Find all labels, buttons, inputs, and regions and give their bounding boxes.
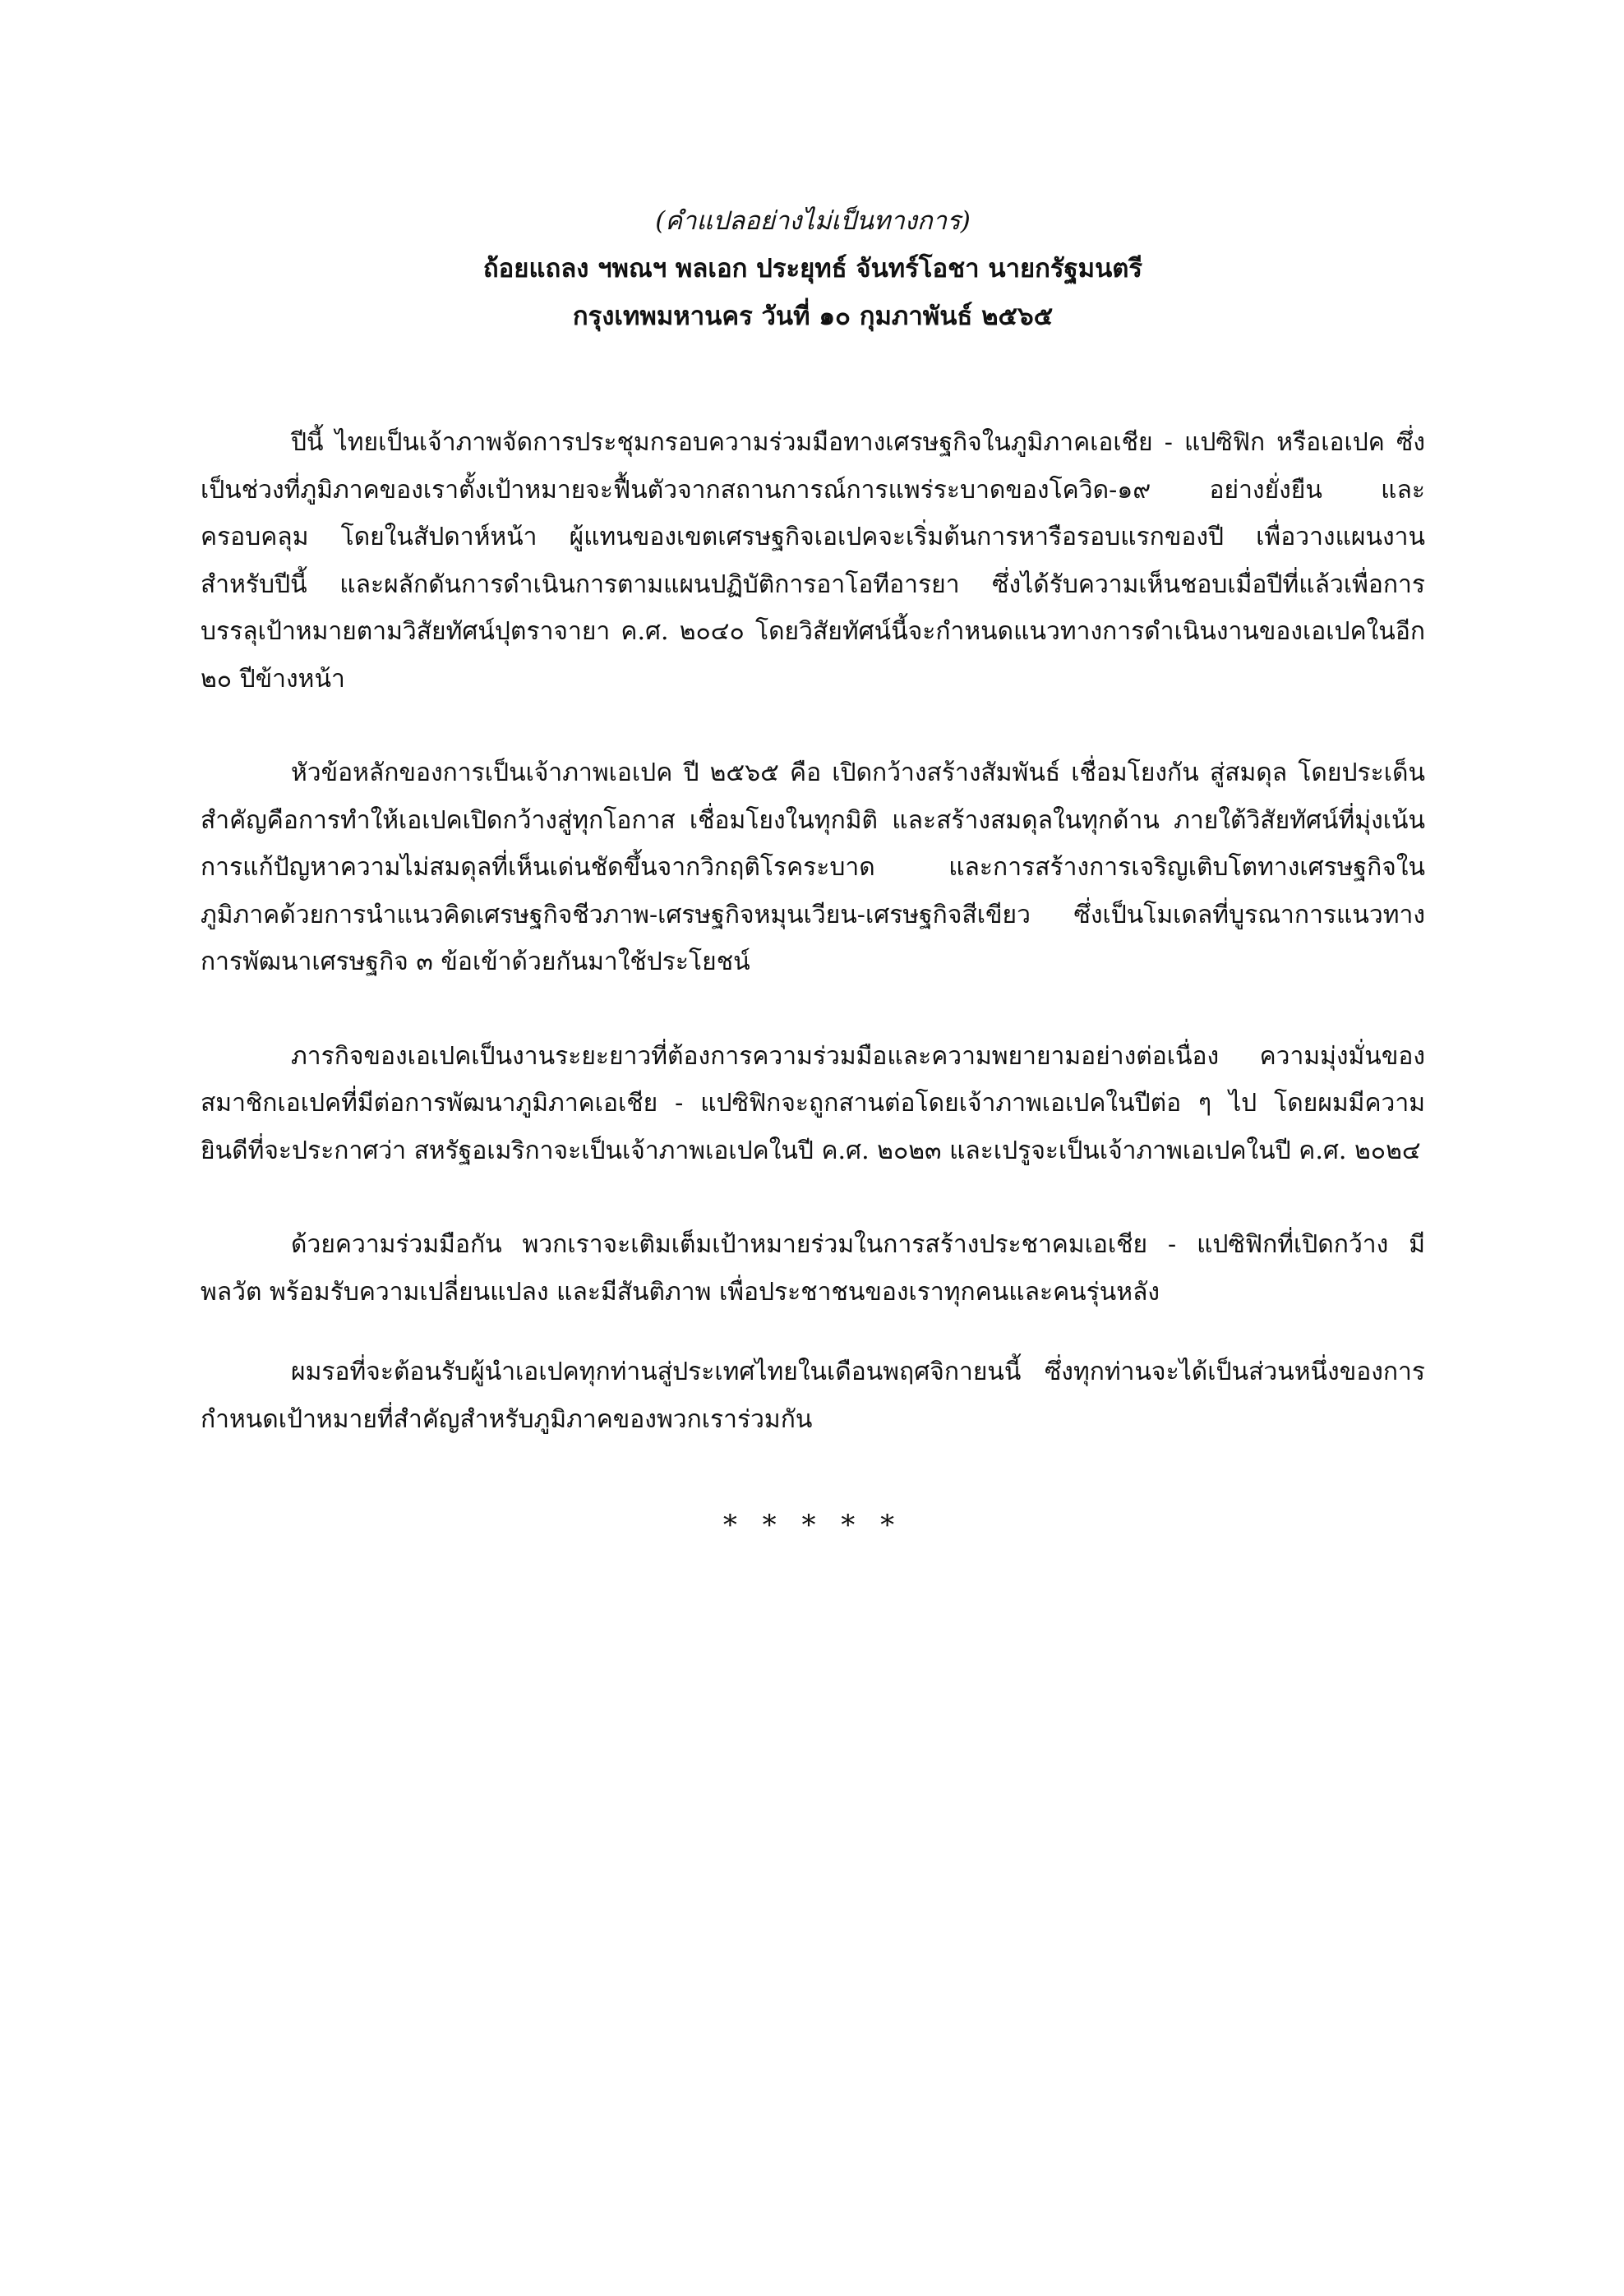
paragraph-2: หัวข้อหลักของการเป็นเจ้าภาพเอเปค ปี ๒๕๖๕ คือ เปิดกว้างสร้างสัมพันธ์ เชื่อมโยงกัน สู่สมดุล โดยประเด็นสำคัญคือการทำให้เอเปคเปิดกว้างสู่ทุกโอกาส เชื่อมโยงในทุกมิติ และสร้างสมดุลในทุกด้าน ภายใต้วิสัยทัศน์ที่มุ่งเน้นการแก้ปัญหาความไม่สมดุลที่เห็นเด่นชัดขึ้นจากวิกฤติโรคระบาด และการสร้างการเจริญเติบโตทางเศรษฐกิจในภูมิภาคด้วยการนำแนวคิดเศรษฐกิจชีวภาพ-เศรษฐกิจหมุนเวียน-เศรษฐกิจสีเขียว ซึ่งเป็นโมเดลที่บูรณาการแนวทางการพัฒนาเศรษฐกิจ ๓ ข้อเข้าด้วยกันมาใช้ประโยชน์	[201, 758, 1425, 976]
statement-body	[201, 419, 1425, 1443]
paragraph-1: ปีนี้ ไทยเป็นเจ้าภาพจัดการประชุมกรอบความร่วมมือทางเศรษฐกิจในภูมิภาคเอเชีย - แปซิฟิก หรือเอเปค ซึ่งเป็นช่วงที่ภูมิภาคของเราตั้งเป้าหมายจะฟื้นตัวจากสถานการณ์การแพร่ระบาดของโควิด-๑๙ อย่างยั่งยืน และครอบคลุม โดยในสัปดาห์หน้า ผู้แทนของเขตเศรษฐกิจเอเปคจะเริ่มต้นการหารือรอบแรกของปี เพื่อวางแผนงานสำหรับปีนี้ และผลักดันการดำเนินการตามแผนปฏิบัติการอาโอทีอารยา ซึ่งได้รับความเห็นชอบเมื่อปีที่แล้วเพื่อการบรรลุเป้าหมายตามวิสัยทัศน์ปุตราจายา ค.ศ. ๒๐๔๐ โดยวิสัยทัศน์นี้จะกำหนดแนวทางการดำเนินงานของเอเปคในอีก ๒๐ ปีข้างหน้า	[201, 428, 1425, 694]
paragraph-4: ด้วยความร่วมมือกัน พวกเราจะเติมเต็มเป้าหมายร่วมในการสร้างประชาคมเอเชีย - แปซิฟิกที่เปิดกว้าง มีพลวัต พร้อมรับความเปลี่ยนแปลง และมีสันติภาพ เพื่อประชาชนของเราทุกคนและคนรุ่นหลัง	[201, 1230, 1425, 1307]
statement-title: ถ้อยแถลง ฯพณฯ พลเอก ประยุทธ์ จันทร์โอชา นายกรัฐมนตรี	[482, 254, 1143, 284]
document-header	[201, 197, 1425, 340]
unofficial-translation-note: (คำแปลอย่างไม่เป็นทางการ)	[655, 206, 971, 236]
ending-asterisks: * * * * *	[722, 1509, 903, 1542]
paragraph-3: ภารกิจของเอเปคเป็นงานระยะยาวที่ต้องการความร่วมมือและความพยายามอย่างต่อเนื่อง ความมุ่งมั่นของสมาชิกเอเปคที่มีต่อการพัฒนาภูมิภาคเอเชีย - แปซิฟิกจะถูกสานต่อโดยเจ้าภาพเอเปคในปีต่อ ๆ ไป โดยผมมีความยินดีที่จะประกาศว่า สหรัฐอเมริกาจะเป็นเจ้าภาพเอเปคในปี ค.ศ. ๒๐๒๓ และเปรูจะเป็นเจ้าภาพเอเปคในปี ค.ศ. ๒๐๒๔	[201, 1041, 1425, 1165]
document-page	[201, 197, 1425, 1542]
statement-place-date: กรุงเทพมหานคร วันที่ ๑๐ กุมภาพันธ์ ๒๕๖๕	[572, 302, 1054, 331]
paragraph-5: ผมรอที่จะต้อนรับผู้นำเอเปคทุกท่านสู่ประเทศไทยในเดือนพฤศจิกายนนี้ ซึ่งทุกท่านจะได้เป็นส่วนหนึ่งของการกำหนดเป้าหมายที่สำคัญสำหรับภูมิภาคของพวกเราร่วมกัน	[201, 1358, 1425, 1434]
